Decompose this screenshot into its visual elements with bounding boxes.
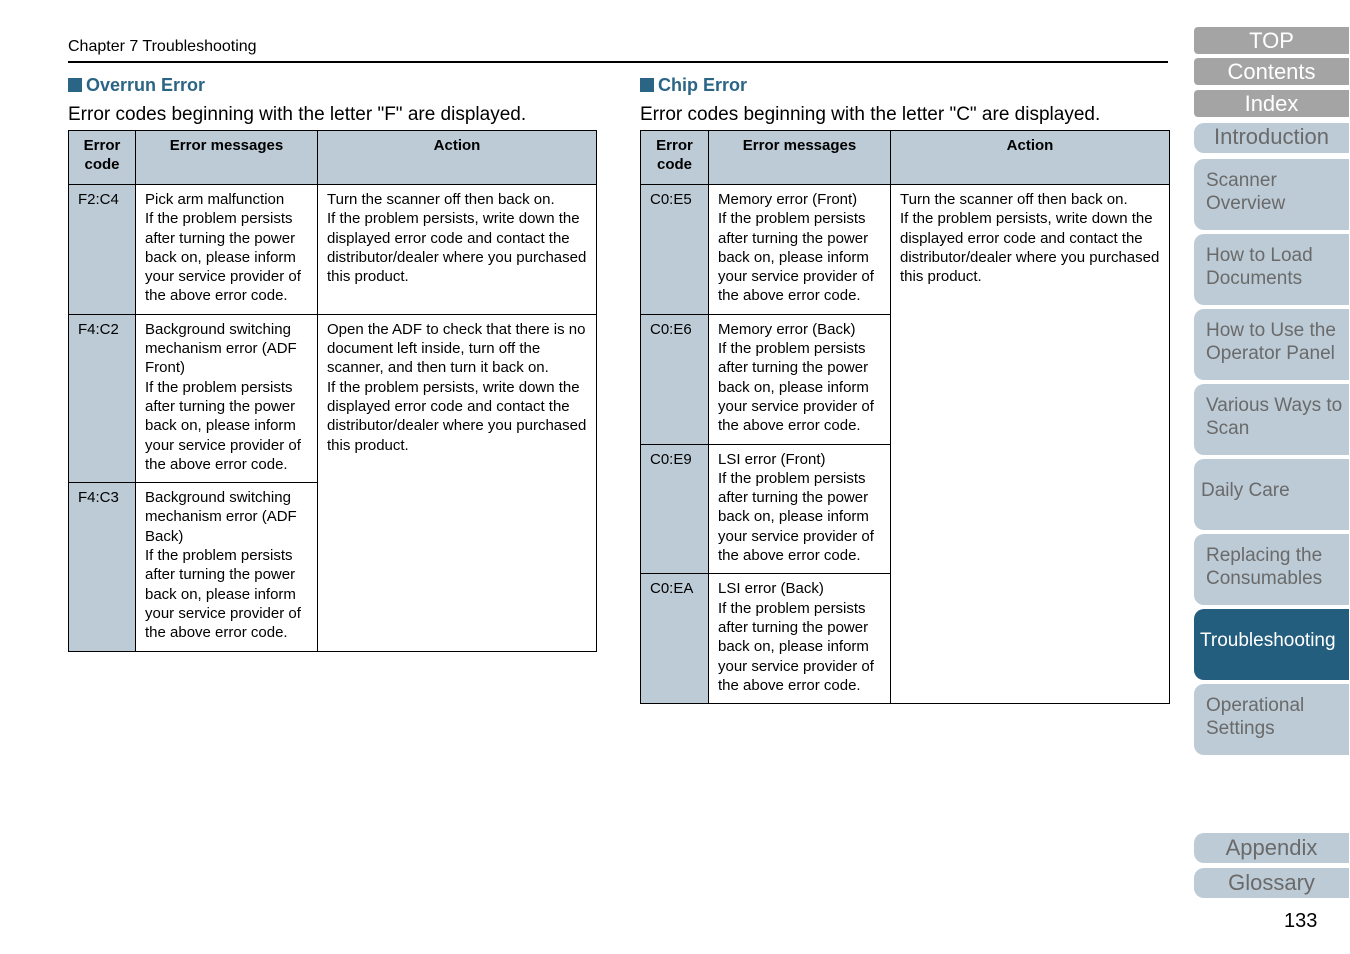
error-code-cell: C0:E9: [641, 444, 709, 574]
chip-error-heading: [640, 72, 1169, 98]
nav-ways-to-scan-tab[interactable]: Various Ways to Scan: [1194, 384, 1349, 455]
nav-glossary-tab[interactable]: Glossary: [1194, 868, 1349, 898]
action-cell: Turn the scanner off then back on. If the problem persists, write down the displayed error code and contact the distributor/dealer where you purchased this product.: [318, 185, 597, 315]
error-message-cell: Background switching mechanism error (ADF Front) If the problem persists after turning the power back on, please inform your service provider of the above error code.: [136, 314, 318, 482]
action-cell: Turn the scanner off then back on. If the problem persists, write down the displayed error code and contact the distributor/dealer where you purchased this product.: [891, 185, 1170, 704]
error-message-cell: Pick arm malfunction If the problem persists after turning the power back on, please inform your service provider of the above error code.: [136, 185, 318, 315]
error-message-cell: Memory error (Back) If the problem persists after turning the power back on, please inform your service provider of the above error code.: [709, 314, 891, 444]
error-code-cell: F2:C4: [69, 185, 136, 315]
error-message-cell: Background switching mechanism error (ADF Back) If the problem persists after turning the power back on, please inform your service provider of the above error code.: [136, 483, 318, 651]
overrun-error-description: Error codes beginning with the letter "F" are displayed.: [68, 104, 527, 125]
error-code-cell: F4:C3: [69, 483, 136, 651]
error-code-cell: F4:C2: [69, 314, 136, 482]
nav-contents-button[interactable]: Contents: [1194, 58, 1349, 85]
error-code-cell: C0:EA: [641, 574, 709, 704]
nav-load-documents-tab[interactable]: How to Load Documents: [1194, 234, 1349, 305]
nav-appendix-tab[interactable]: Appendix: [1194, 833, 1349, 863]
nav-top-button[interactable]: TOP: [1194, 27, 1349, 54]
chip-error-table: [640, 130, 1170, 704]
nav-operational-settings-tab[interactable]: Operational Settings: [1194, 684, 1349, 755]
chip-error-section: [640, 72, 1169, 704]
error-message-cell: Memory error (Front) If the problem persists after turning the power back on, please inform your service provider of the above error code.: [709, 185, 891, 315]
table-header-row: [641, 131, 1170, 185]
header-error-messages: Error messages: [709, 131, 891, 185]
chip-error-title: Chip Error: [658, 74, 748, 95]
nav-index-button[interactable]: Index: [1194, 90, 1349, 117]
table-row: [69, 185, 597, 315]
action-cell: Open the ADF to check that there is no document left inside, turn off the scanner, and then turn it back on. If the problem persists, write down the displayed error code and contact the distributor/dealer where you purchased this product.: [318, 314, 597, 651]
nav-operator-panel-tab[interactable]: How to Use the Operator Panel: [1194, 309, 1349, 380]
error-message-cell: LSI error (Back) If the problem persists after turning the power back on, please inform your service provider of the above error code.: [709, 574, 891, 704]
header-action: Action: [318, 131, 597, 185]
table-row: [641, 185, 1170, 315]
nav-scanner-overview-tab[interactable]: Scanner Overview: [1194, 159, 1349, 230]
nav-troubleshooting-tab[interactable]: Troubleshooting: [1194, 609, 1349, 680]
error-code-cell: C0:E6: [641, 314, 709, 444]
overrun-error-title: Overrun Error: [86, 74, 206, 95]
header-error-messages: Error messages: [136, 131, 318, 185]
chip-error-description: Error codes beginning with the letter "C" are displayed.: [640, 104, 1101, 125]
header-error-code: Error code: [69, 131, 136, 185]
page-number: 133: [1284, 910, 1318, 932]
error-message-cell: LSI error (Front) If the problem persists after turning the power back on, please inform your service provider of the above error code.: [709, 444, 891, 574]
square-bullet-icon: [68, 78, 82, 92]
overrun-error-table: [68, 130, 597, 652]
header-rule: [68, 61, 1168, 63]
header-error-code: Error code: [641, 131, 709, 185]
error-code-cell: C0:E5: [641, 185, 709, 315]
chapter-header: Chapter 7 Troubleshooting: [68, 38, 257, 55]
table-row: [69, 314, 597, 482]
nav-consumables-tab[interactable]: Replacing the Consumables: [1194, 534, 1349, 605]
header-action: Action: [891, 131, 1170, 185]
table-header-row: [69, 131, 597, 185]
square-bullet-icon: [640, 78, 654, 92]
nav-daily-care-tab[interactable]: Daily Care: [1194, 459, 1349, 530]
overrun-error-heading: [68, 72, 596, 98]
nav-introduction-tab[interactable]: Introduction: [1194, 123, 1349, 153]
overrun-error-section: [68, 72, 596, 652]
